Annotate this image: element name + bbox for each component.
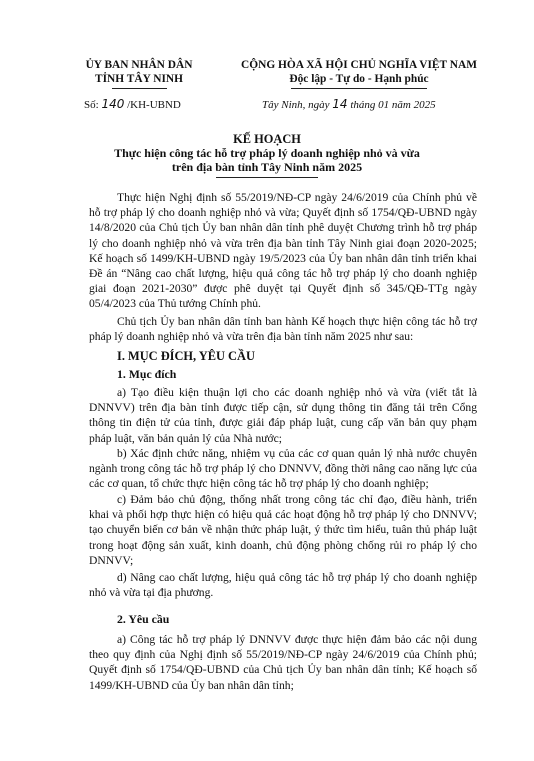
requirement-a-block bbox=[89, 632, 477, 693]
date-prefix: Tây Ninh, ngày bbox=[262, 99, 330, 111]
title-underline bbox=[216, 177, 318, 178]
title-line-2: trên địa bàn tỉnh Tây Ninh năm 2025 bbox=[171, 160, 363, 174]
document-number bbox=[84, 97, 181, 111]
purpose-b-block bbox=[89, 446, 477, 492]
number-prefix: Số: bbox=[84, 99, 99, 111]
handwritten-number: 140 bbox=[101, 97, 125, 111]
purpose-item-a: a) Tạo điều kiện thuận lợi cho các doanh nghiệp nhỏ và vừa (viết tắt là DNNVV) trên địa bàn tỉnh được tiếp cận, sử dụng thông tin đăng tải trên Cổng thông tin điện tử của tỉnh, được giải đáp pháp luật, cung cấp văn bản quy phạm pháp luật, văn bản quản lý của Nhà nước; bbox=[89, 386, 477, 445]
agency-line-2: TỈNH TÂY NINH bbox=[95, 73, 183, 85]
document-type: KẾ HOẠCH bbox=[233, 132, 301, 146]
motto: Độc lập - Tự do - Hạnh phúc bbox=[289, 73, 429, 85]
handwritten-day: 14 bbox=[332, 97, 348, 111]
number-suffix: /KH-UBND bbox=[127, 99, 181, 111]
requirement-item-a: a) Công tác hỗ trợ pháp lý DNNVV được thực hiện đảm bảo các nội dung theo quy định của Nghị định số 55/2019/NĐ-CP ngày 24/6/2019 của Chính phủ; Quyết định số 1754/QĐ-UBND của Chủ tịch Ủy ban nhân dân tỉnh; Kế hoạch số 1499/KH-UBND của Ủy ban nhân dân tỉnh; bbox=[89, 633, 477, 692]
issue-date bbox=[262, 97, 436, 111]
purpose-a-block bbox=[89, 385, 477, 446]
purpose-item-d: d) Nâng cao chất lượng, hiệu quả công tác hỗ trợ pháp lý cho doanh nghiệp nhỏ và vừa tại địa phương. bbox=[89, 571, 477, 600]
intro-block-2 bbox=[89, 314, 477, 344]
purpose-d-block bbox=[89, 570, 477, 600]
purpose-c-block bbox=[89, 492, 477, 568]
subsection-purpose: 1. Mục đích bbox=[117, 367, 177, 381]
purpose-item-c: c) Đảm bảo chủ động, thống nhất trong công tác chỉ đạo, điều hành, triển khai và phối hợp thực hiện có hiệu quả các hoạt động hỗ trợ pháp lý cho DNNVV; tạo chuyển biến cơ bản về nhận thức pháp luật, ý thức tìm hiểu, tuân thủ pháp luật trong hoạt động sản xuất, kinh doanh, chủ động phòng chống rủi ro pháp lý cho DNNVV; bbox=[89, 493, 477, 567]
intro-paragraph-2: Chủ tịch Ủy ban nhân dân tỉnh ban hành Kế hoạch thực hiện công tác hỗ trợ pháp lý doanh nghiệp nhỏ và vừa trên địa bàn tỉnh năm 2025 như sau: bbox=[89, 315, 477, 344]
agency-underline bbox=[112, 88, 167, 89]
date-suffix: tháng 01 năm 2025 bbox=[350, 99, 436, 111]
issuing-agency bbox=[72, 58, 206, 86]
national-header bbox=[224, 58, 494, 86]
agency-line-1: ỦY BAN NHÂN DÂN bbox=[85, 59, 193, 71]
intro-paragraph-1: Thực hiện Nghị định số 55/2019/NĐ-CP ngày 24/6/2019 của Chính phủ về hỗ trợ pháp lý cho doanh nghiệp nhỏ và vừa; Quyết định số 1754/QĐ-UBND ngày 14/8/2020 của Chủ tịch Ủy ban nhân dân tỉnh phê duyệt Chương trình hỗ trợ pháp lý cho doanh nghiệp nhỏ và vừa trên địa bàn tỉnh Tây Ninh giai đoạn 2020-2025; Kế hoạch số 1499/KH-UBND ngày 19/5/2023 của Ủy ban nhân dân tỉnh triển khai Đề án “Nâng cao chất lượng, hiệu quả công tác hỗ trợ pháp lý cho doanh nghiệp giai đoạn 2021-2030” được phê duyệt tại Quyết định số 345/QĐ-TTg ngày 05/4/2023 của Thủ tướng Chính phủ. bbox=[89, 191, 477, 311]
national-title: CỘNG HÒA XÃ HỘI CHỦ NGHĨA VIỆT NAM bbox=[241, 59, 477, 71]
motto-underline bbox=[291, 88, 427, 89]
purpose-item-b: b) Xác định chức năng, nhiệm vụ của các cơ quan quản lý nhà nước chuyên ngành trong công tác hỗ trợ pháp lý cho DNNVV, đồng thời nâng cao năng lực của các cơ quan, tổ chức thực hiện công tác hỗ trợ pháp lý cho doanh nghiệp; bbox=[89, 447, 477, 491]
subsection-requirements: 2. Yêu cầu bbox=[117, 612, 170, 626]
title-line-1: Thực hiện công tác hỗ trợ pháp lý doanh nghiệp nhỏ và vừa bbox=[114, 146, 420, 160]
intro-block bbox=[89, 190, 477, 312]
section-heading: I. MỤC ĐÍCH, YÊU CẦU bbox=[117, 349, 255, 363]
